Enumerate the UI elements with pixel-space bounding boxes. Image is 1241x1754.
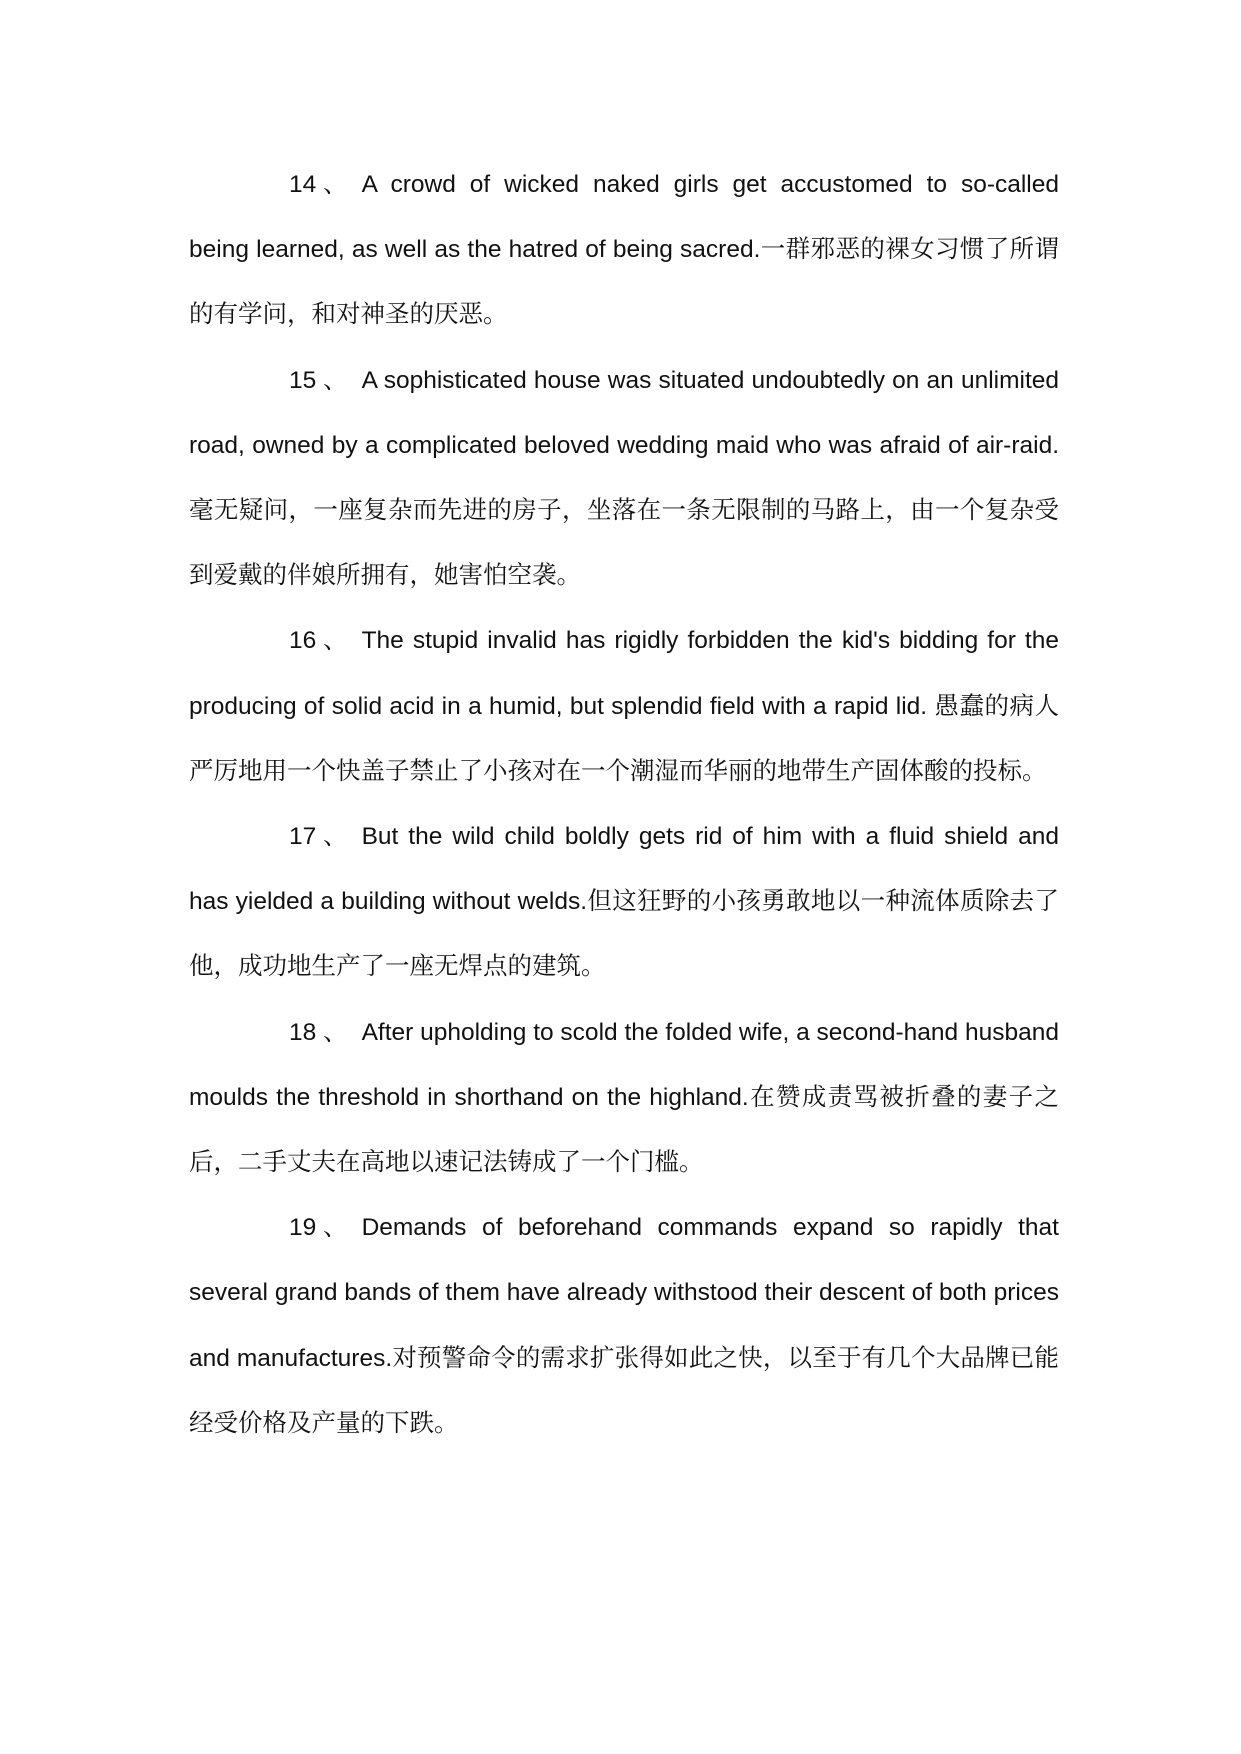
sentence-english: A sophisticated house was situated undoubtedly on an unlimited road, owned by a complicated beloved wedding maid who was afraid of air-raid.: [189, 366, 1059, 459]
document-body: [189, 152, 1059, 1456]
sentence-item: [189, 1195, 1059, 1456]
sentence-number: 14 、: [289, 171, 348, 198]
sentence-number: 15 、: [289, 366, 348, 394]
sentence-chinese: 但这狂野的小孩勇敢地以一种流体质除去了他，成功地生产了一座无焊点的建筑。: [189, 888, 1059, 981]
sentence-chinese: 愚蠢的病人严厉地用一个快盖子禁止了小孩对在一个潮湿而华丽的地带生产固体酸的投标。: [189, 692, 1059, 785]
sentence-chinese: 一群邪恶的裸女习惯了所谓的有学问，和对神圣的厌恶。: [189, 236, 1060, 329]
sentence-number: 19 、: [289, 1214, 348, 1242]
sentence-item: [189, 804, 1059, 1000]
sentence-english: A crowd of wicked naked girls get accustomed to so-called being learned, as well as the hatred of being sacred.: [189, 171, 1059, 264]
sentence-number: 16 、: [289, 627, 348, 655]
sentence-chinese: 在赞成责骂被折叠的妻子之后，二手丈夫在高地以速记法铸成了一个门槛。: [189, 1083, 1059, 1177]
sentence-item: [189, 348, 1059, 609]
sentence-english: But the wild child boldly gets rid of him with a fluid shield and has yielded a building without welds.: [189, 823, 1059, 916]
sentence-item: [189, 608, 1059, 804]
sentence-number: 17 、: [289, 823, 348, 851]
sentence-number: 18 、: [289, 1018, 348, 1046]
sentence-english: After upholding to scold the folded wife, a second-hand husband moulds the threshold in shorthand on the highland.: [189, 1018, 1059, 1111]
sentence-item: [189, 152, 1059, 348]
sentence-english: The stupid invalid has rigidly forbidden the kid's bidding for the producing of solid acid in a humid, but splendid field with a rapid lid.: [189, 627, 1059, 720]
sentence-english: Demands of beforehand commands expand so rapidly that several grand bands of them have already withstood their descent of both prices and manufactures.: [189, 1214, 1059, 1372]
sentence-chinese: 毫无疑问，一座复杂而先进的房子，坐落在一条无限制的马路上，由一个复杂受到爱戴的伴娘所拥有，她害怕空袭。: [189, 497, 1059, 590]
sentence-chinese: 对预警命令的需求扩张得如此之快，以至于有几个大品牌已能经受价格及产量的下跌。: [189, 1344, 1060, 1437]
sentence-item: [189, 1000, 1059, 1196]
